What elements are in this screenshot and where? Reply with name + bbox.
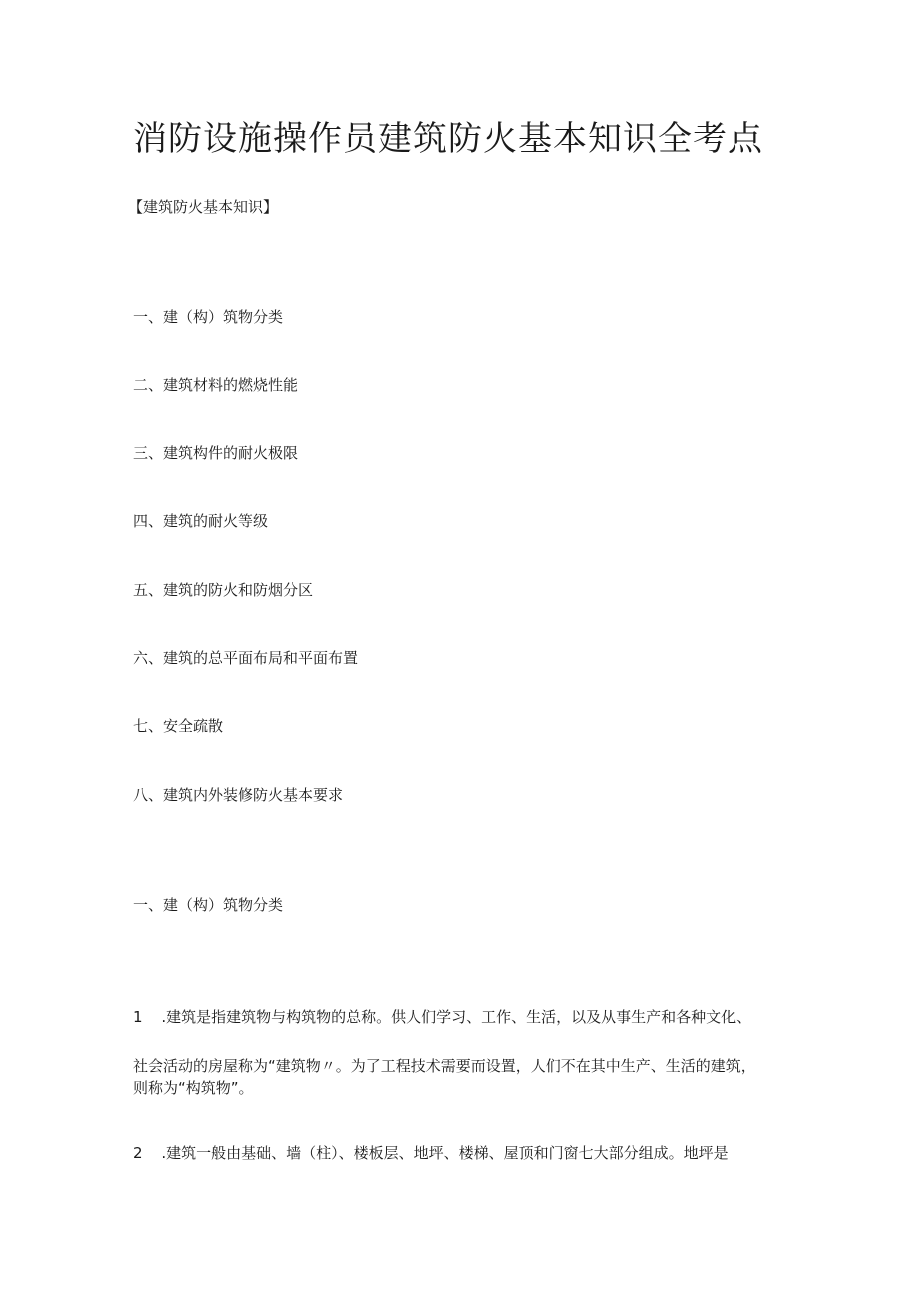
toc-item-8: 八、建筑内外装修防火基本要求: [133, 786, 344, 804]
section-subtitle: 【建筑防火基本知识】: [128, 198, 279, 216]
toc-item-2: 二、建筑材料的燃烧性能: [133, 376, 299, 394]
paragraph-2-number: 2: [133, 1144, 143, 1162]
toc-item-4: 四、建筑的耐火等级: [133, 512, 269, 530]
toc-item-1: 一、建（构）筑物分类: [133, 308, 284, 326]
toc-item-3: 三、建筑构件的耐火极限: [133, 444, 299, 462]
paragraph-1-line-2: 社会活动的房屋称为“建筑物〃。为了工程技术需要而设置，人们不在其中生产、生活的建筑，: [133, 1057, 756, 1075]
paragraph-1-number: 1: [133, 1008, 143, 1026]
paragraph-2-text-1: .建筑一般由基础、墙（柱）、楼板层、地坪、楼梯、屋顶和门窗七大部分组成。地坪是: [156, 1144, 729, 1162]
paragraph-2-line-1: [133, 1142, 729, 1164]
toc-item-5: 五、建筑的防火和防烟分区: [133, 581, 314, 599]
section-heading: 一、建（构）筑物分类: [133, 896, 284, 914]
toc-item-6: 六、建筑的总平面布局和平面布置: [133, 649, 359, 667]
paragraph-1-line-3: 则称为“构筑物”。: [133, 1079, 254, 1097]
page-title: 消防设施操作员建筑防火基本知识全考点: [133, 119, 763, 159]
paragraph-1-line-1: [133, 1006, 751, 1028]
paragraph-1-text-1: .建筑是指建筑物与构筑物的总称。供人们学习、工作、生活，以及从事生产和各种文化、: [156, 1008, 752, 1026]
toc-item-7: 七、安全疏散: [133, 717, 224, 735]
